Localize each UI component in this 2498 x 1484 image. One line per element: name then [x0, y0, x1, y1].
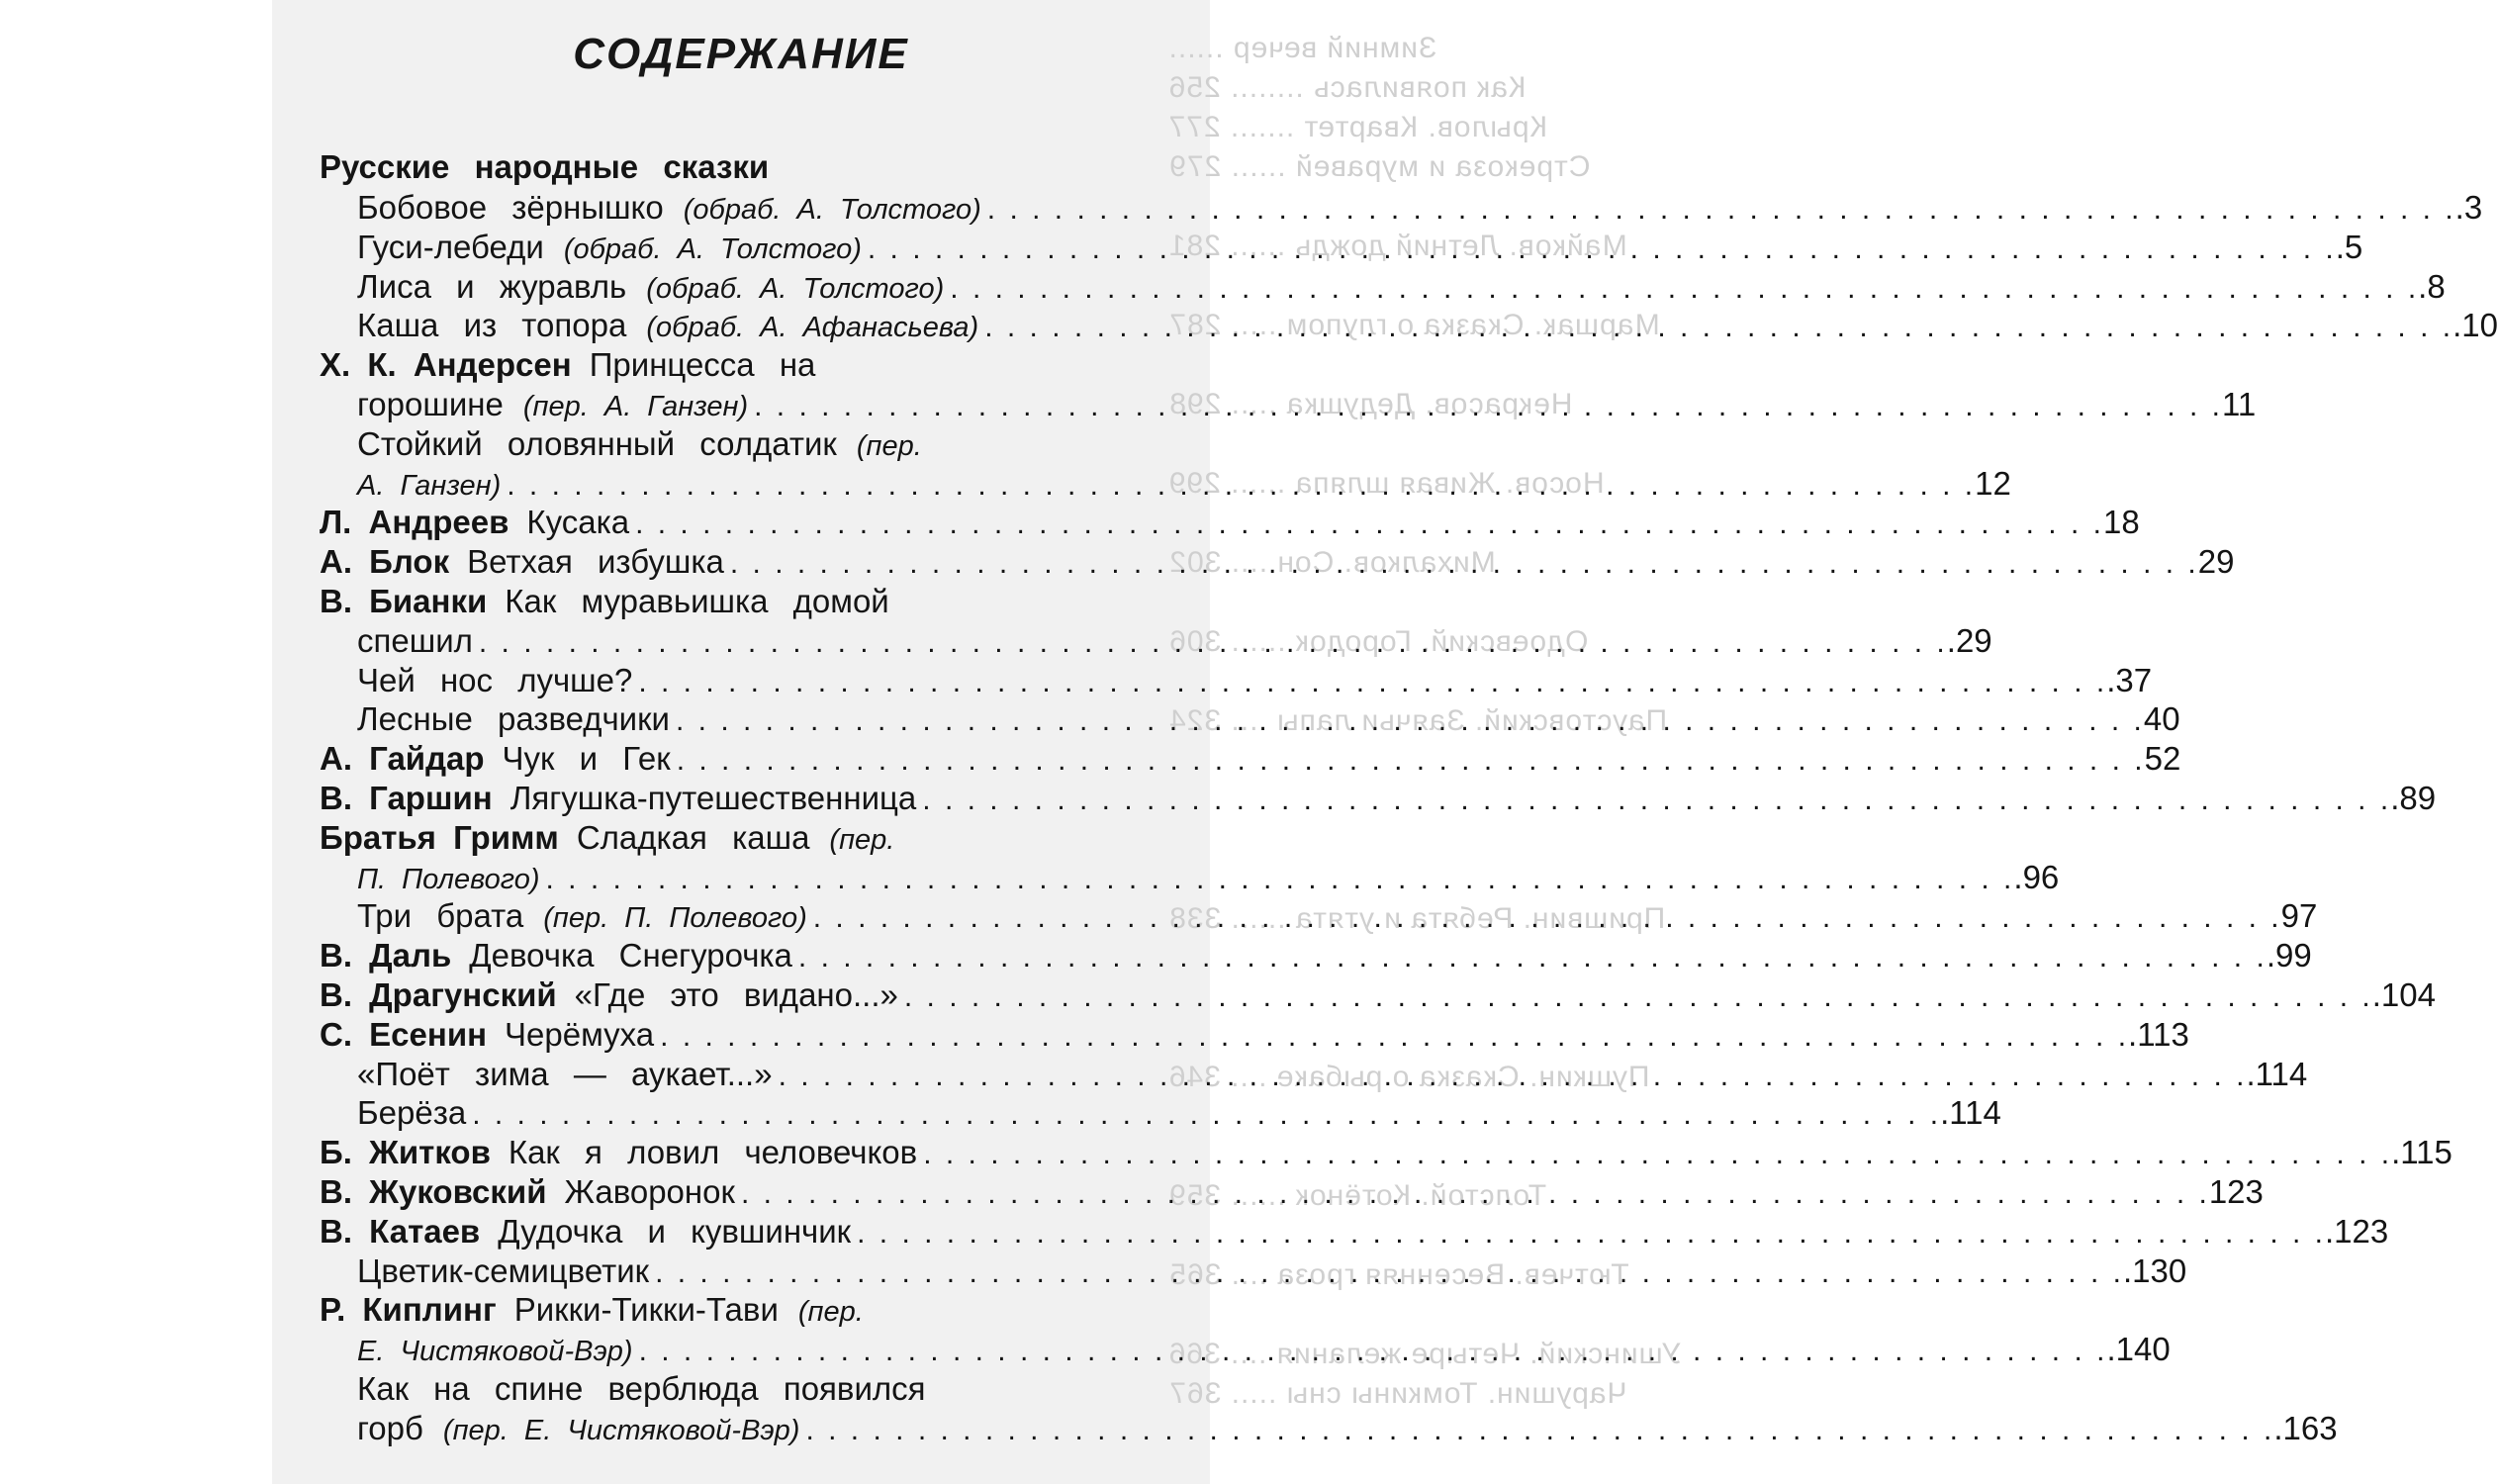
- toc-entry: [320, 661, 2153, 700]
- entry-page-number: .123: [2325, 1212, 2389, 1250]
- entry-page-number: .5: [2335, 228, 2363, 265]
- entry-title: Как я ловил человечков: [508, 1134, 918, 1171]
- dot-leader: [639, 1332, 2105, 1371]
- entry-translator: (пер. Е. Чистяковой-Вэр): [442, 1414, 800, 1446]
- entry-title: Берёза: [357, 1094, 467, 1132]
- dot-leader: [813, 898, 2279, 938]
- dot-leader: [923, 1135, 2389, 1174]
- entry-title: «Поёт зима — аукает...»: [357, 1055, 773, 1092]
- toc-entry: [320, 818, 1170, 858]
- entry-page-number: 123: [2208, 1172, 2264, 1210]
- entry-title: Ветхая избушка: [467, 543, 724, 581]
- entry-translator: (обраб. А. Афанасьева): [646, 312, 979, 344]
- entry-page-number: .115: [2391, 1134, 2452, 1171]
- toc-entry: [320, 1212, 2389, 1252]
- dot-leader: [922, 781, 2388, 820]
- toc-entry: [320, 503, 2140, 542]
- entry-translator: (пер. П. Полевого): [543, 902, 807, 935]
- entry-translator: (пер.: [856, 429, 922, 462]
- entry-title: Черёмуха: [505, 1015, 655, 1053]
- entry-page-number: 18: [2102, 504, 2140, 541]
- toc-entry: [320, 267, 2446, 307]
- dot-leader: [904, 977, 2370, 1017]
- toc-entry: [320, 464, 2011, 504]
- entry-page-number: 29: [2197, 543, 2235, 581]
- entry-title: Гуси-лебеди: [357, 228, 544, 265]
- toc-entry: [320, 582, 1170, 621]
- entry-translator: (обраб. А. Толстого): [683, 194, 981, 226]
- entry-translator: (пер.: [797, 1296, 864, 1329]
- dot-leader: [805, 1411, 2271, 1450]
- toc-entry: [320, 385, 2257, 424]
- entry-author: А. Блок: [320, 543, 450, 581]
- entry-title: Принцесса на: [589, 346, 816, 384]
- toc-entry: [320, 739, 2181, 779]
- dot-leader: [546, 860, 2012, 899]
- entry-title: горошине: [357, 385, 504, 422]
- toc-entry: [320, 1133, 2452, 1172]
- dot-leader: [857, 1214, 2323, 1253]
- entry-page-number: .140: [2106, 1331, 2171, 1368]
- entry-author: В. Даль: [320, 937, 452, 974]
- toc-entry: [320, 306, 2498, 345]
- dot-leader: [984, 308, 2451, 347]
- entry-page-number: .99: [2266, 937, 2312, 974]
- toc-entry: [320, 1172, 2264, 1212]
- entry-translator: (обраб. А. Толстого): [563, 232, 862, 265]
- dot-leader: [676, 701, 2142, 741]
- entry-title: Рикки-Тикки-Тави: [513, 1291, 779, 1329]
- entry-title: «Где это видано...»: [574, 975, 898, 1013]
- entry-title: Лиса и журавль: [357, 267, 627, 305]
- dot-leader: [754, 387, 2220, 426]
- entry-author: А. Гайдар: [320, 740, 485, 778]
- toc-entry: [320, 1055, 2308, 1094]
- entry-title: Сладкая каша: [576, 818, 810, 856]
- entry-title: Лягушка-путешественница: [509, 779, 917, 816]
- entry-author: Л. Андреев: [320, 504, 509, 541]
- dot-leader: [868, 230, 2334, 269]
- book-page: [272, 0, 2498, 1484]
- dot-leader: [507, 466, 1973, 506]
- entry-title: Стойкий оловянный солдатик: [357, 424, 837, 462]
- toc-entry: [320, 1290, 1170, 1330]
- entry-translator: (обраб. А. Толстого): [646, 272, 945, 305]
- entry-translator: П. Полевого): [357, 863, 540, 895]
- dot-leader: [677, 741, 2143, 781]
- toc-entry: [320, 1369, 1170, 1409]
- dot-leader: [950, 269, 2416, 309]
- toc-entry: [320, 621, 1992, 661]
- entry-title: Чук и Гек: [502, 740, 671, 778]
- entry-title: горб: [357, 1409, 423, 1446]
- entry-author: Х. К. Андерсен: [320, 346, 572, 384]
- dot-leader: [798, 938, 2265, 977]
- entry-translator: (пер.: [829, 823, 895, 856]
- entry-title: Как на спине верблюда появился: [357, 1369, 926, 1407]
- entry-page-number: .3: [2454, 189, 2483, 226]
- toc-section-heading: [320, 146, 1170, 188]
- entry-page-number: .37: [2106, 661, 2153, 698]
- entry-title: Каша из топора: [357, 307, 627, 344]
- dot-leader: [655, 1253, 2121, 1293]
- toc-entry: [320, 424, 1170, 464]
- section-heading: Русские народные сказки: [320, 148, 770, 185]
- toc-entry: [320, 1409, 2338, 1448]
- toc-entry: [320, 542, 2235, 582]
- entry-page-number: 52: [2144, 740, 2181, 778]
- dot-leader: [660, 1017, 2126, 1057]
- toc-entry: [320, 1093, 2001, 1133]
- page-title: СОДЕРЖАНИЕ: [573, 30, 909, 78]
- dot-leader: [635, 505, 2101, 544]
- entry-translator: Е. Чистяковой-Вэр): [357, 1336, 633, 1368]
- entry-title: Лесные разведчики: [357, 700, 670, 738]
- entry-author: Б. Житков: [320, 1134, 491, 1171]
- entry-title: Девочка Снегурочка: [469, 937, 792, 974]
- entry-title: Три брата: [357, 897, 524, 935]
- toc-entry: [320, 858, 2060, 897]
- entry-page-number: 12: [1975, 464, 2011, 502]
- toc-entry: [320, 1252, 2187, 1291]
- dot-leader: [730, 544, 2196, 584]
- dot-leader: [472, 1095, 1938, 1135]
- dot-leader: [741, 1174, 2207, 1214]
- entry-title: Жаворонок: [564, 1172, 735, 1210]
- toc-entry: [320, 345, 1170, 385]
- entry-page-number: .130: [2122, 1252, 2187, 1289]
- entry-page-number: 11: [2222, 385, 2257, 422]
- toc-entry: [320, 896, 2318, 936]
- entry-page-number: .114: [1940, 1094, 2001, 1132]
- entry-page-number: .89: [2390, 779, 2437, 816]
- entry-page-number: .104: [2371, 975, 2436, 1013]
- entry-title: Чей нос лучше?: [357, 661, 633, 698]
- dot-leader: [638, 663, 2104, 702]
- toc-entry: [320, 936, 2312, 975]
- entry-author: В. Гаршин: [320, 779, 493, 816]
- entry-author: В. Жуковский: [320, 1172, 547, 1210]
- toc-entry: [320, 1330, 2171, 1369]
- toc-entry: [320, 228, 2363, 267]
- entry-page-number: .8: [2418, 267, 2446, 305]
- entry-author: В. Катаев: [320, 1212, 481, 1250]
- dot-leader: [987, 190, 2453, 230]
- entry-page-number: .163: [2273, 1409, 2338, 1446]
- toc-entry: [320, 1015, 2189, 1055]
- toc-entry: [320, 779, 2437, 818]
- entry-translator: А. Ганзен): [357, 469, 502, 502]
- entry-title: Кусака: [526, 504, 630, 541]
- toc-entry: [320, 699, 2180, 739]
- entry-author: В. Драгунский: [320, 975, 557, 1013]
- entry-title: Бобовое зёрнышко: [357, 189, 664, 226]
- entry-author: Р. Киплинг: [320, 1291, 497, 1329]
- entry-page-number: 40: [2143, 700, 2180, 738]
- entry-page-number: .114: [2246, 1055, 2308, 1092]
- entry-title: Дудочка и кувшинчик: [498, 1212, 852, 1250]
- entry-page-number: .113: [2128, 1015, 2189, 1053]
- entry-author: Братья Гримм: [320, 818, 559, 856]
- entry-page-number: .96: [2013, 858, 2060, 895]
- dot-leader: [779, 1057, 2245, 1096]
- entry-title: Как муравьишка домой: [505, 582, 889, 619]
- toc-entry: [320, 975, 2436, 1015]
- entry-page-number: .29: [1946, 621, 1992, 659]
- entry-author: В. Бианки: [320, 582, 488, 619]
- entry-title: спешил: [357, 621, 473, 659]
- entry-translator: (пер. А. Ганзен): [522, 390, 749, 422]
- entry-page-number: 97: [2280, 897, 2318, 935]
- show-through-text: Зимний вечер ...... Как появилась ........ 256 Крылов. Квартет ....... 277 Стрекоза и муравей ...... 279 Майков. Летний дождь ...... 281 Маршак. Сказка о глупом ..... 287 Некрасов. Дедушка ..... 298 Носов. Живая шляпа ...... 299 Михалков. Сон .... 302 Одоевский. Городок ...... 306 Паустовский. Заячьи лапы .... 324 Пришвин. Ребята и утята ...... 338 Пушкин. Сказка о рыбаке .... 346 Толстой. Котёнок ...... 359 Тютчев. Весенняя гроза .... 365 Ушинский. Четыре желания .... 366 Чарушин. Томкины сны ..... 367: [1168, 32, 1682, 1410]
- dot-leader: [479, 623, 1945, 663]
- entry-author: С. Есенин: [320, 1015, 488, 1053]
- toc-entry: [320, 188, 2483, 228]
- entry-title: Цветик-семицветик: [357, 1252, 650, 1289]
- entry-page-number: .10: [2452, 307, 2498, 344]
